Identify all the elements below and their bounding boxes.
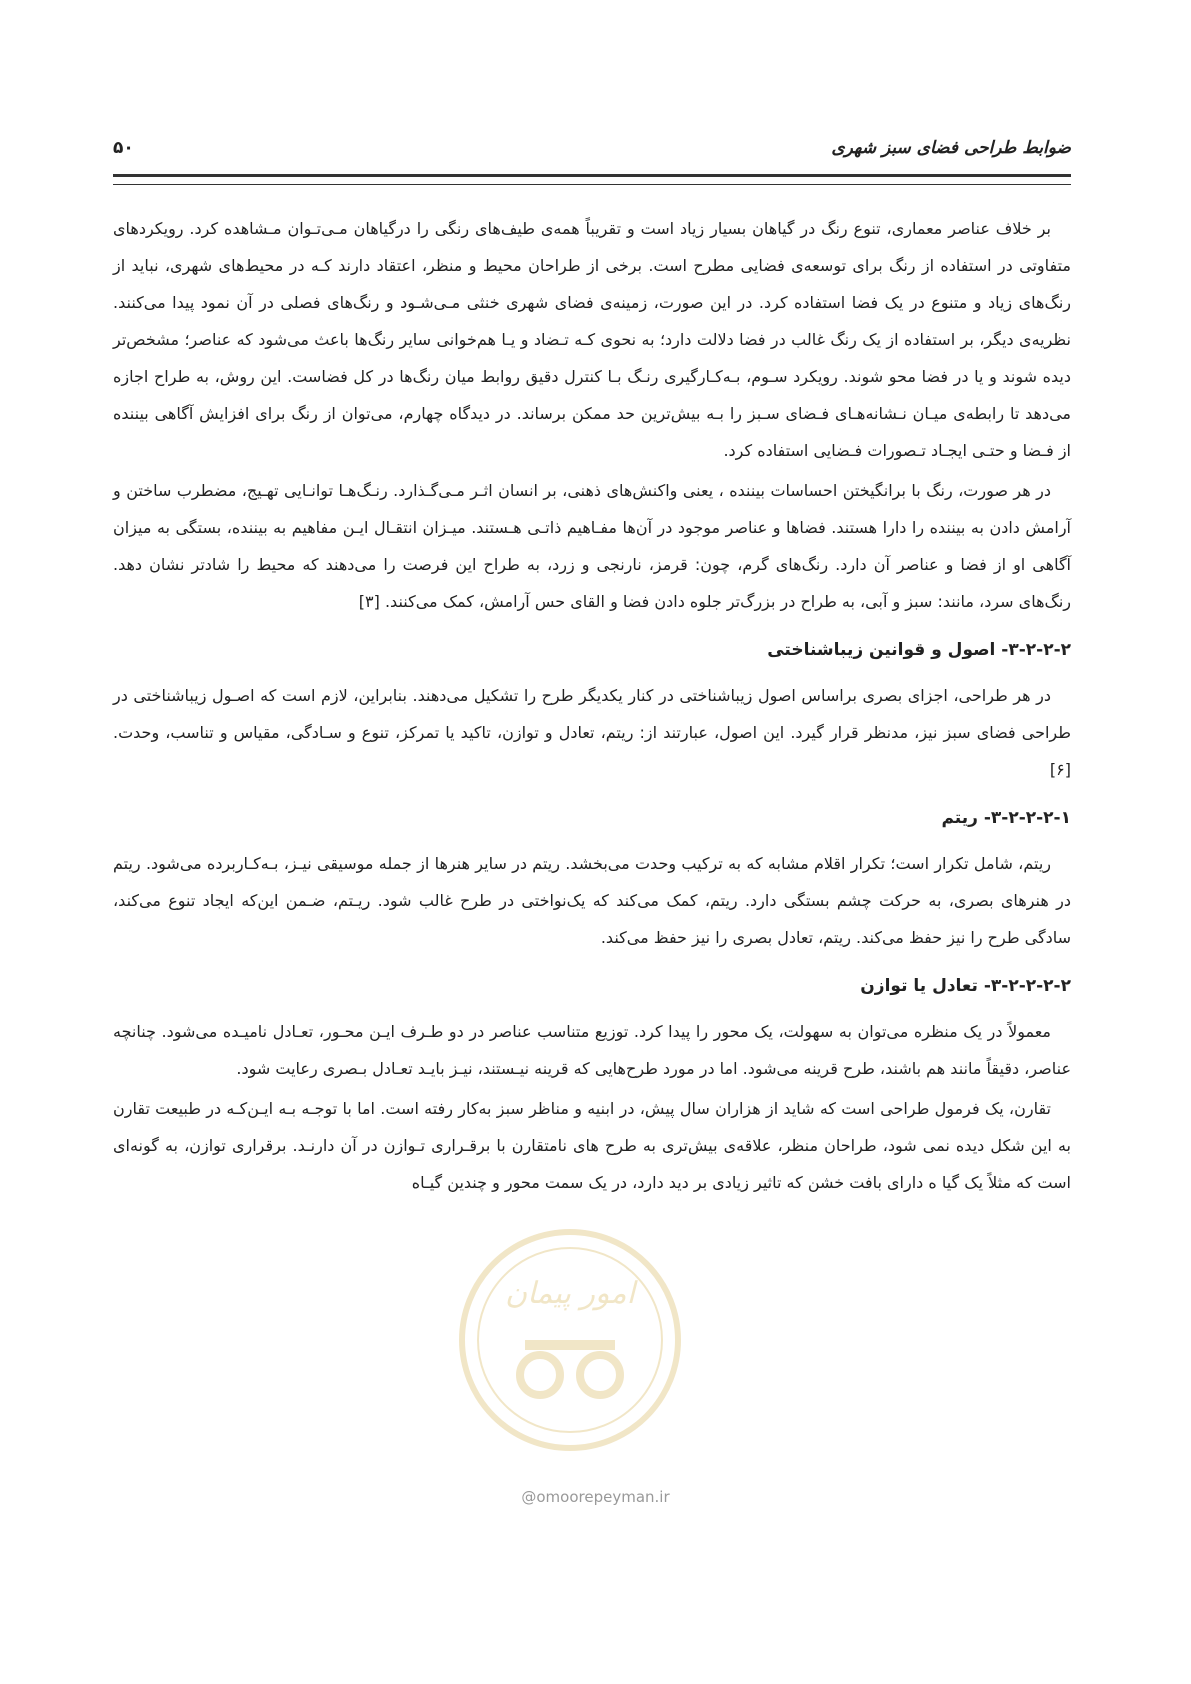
watermark-url: @omoorepeyman.ir (521, 1488, 670, 1506)
running-title: ضوابط طراحی فضای سبز شهری (831, 138, 1071, 158)
page-header (113, 138, 1071, 168)
document-body (113, 210, 1071, 1204)
paragraph-colors-emotion: در هر صورت، رنگ با برانگیختن احساسات بیننده ، یعنی واکنش‌های ذهنی، بر انسان اثـر مـی‌گـذارد. رنـگ‌هـا توانـایی تهـیج، مضطرب ساختن و آرامش دادن به بیننده را دارا هستند. فضاها و عناصر موجود در آن‌ها مفـاهیم ذاتـی هـستند. میـزان انتقـال ایـن مفاهیم به بیننده، بستگی به میزان آگاهی او از فضا و عناصر آن دارد. رنگ‌های گرم، چون: قرمز، نارنجی و زرد، به طراح این فرصت را می‌دهند که محیط را شادتر نشان دهد. رنگ‌های سرد، مانند: سبز و آبی، به طراح در بزرگ‌تر جلوه دادن فضا و القای حس آرامش، کمک می‌کنند. [۳] (113, 481, 1071, 611)
section-heading-aesthetics: ۳-۲-۲-۲- اصول و قوانین زیباشناختی (767, 640, 1071, 660)
paragraph-colors-variety: بر خلاف عناصر معماری، تنوع رنگ در گیاهان بسیار زیاد است و تقریباً همه‌ی طیف‌های رنگی را درگیاهان مـی‌تـوان مـشاهده کرد. رویکردهای متفاوتی در استفاده از رنگ برای توسعه‌ی فضایی مطرح است. برخی از طراحان محیط و منظر، اعتقاد دارند کـه در محیط‌های شهری، نباید از رنگ‌های زیاد و متنوع در یک فضا استفاده کرد. در این صورت، زمینه‌ی فضای شهری خنثی مـی‌شـود و رنگ‌های فصلی در آن نمود پیدا می‌کنند. نظریه‌ی دیگر، بر استفاده از یک رنگ غالب در فضا دلالت دارد؛ به نحوی کـه تـضاد و یـا هم‌خوانی سایر رنگ‌ها باعث می‌شود که عناصر؛ مشخص‌تر دیده شوند و یا در فضا محو شوند. رویکرد سـوم، بـه‌کـارگیری رنـگ بـا کنترل دقیق روابط میان رنگ‌ها در کل فضاست. این روش، به طراح اجازه می‌دهد تا رابطه‌ی میـان نـشانه‌هـای فـضای سـبز را بـه بیش‌ترین حد ممکن برساند. در دیدگاه چهارم، می‌توان از رنگ برای افزایش آگاهی بیننده از فـضا و حتـی ایجـاد تـصورات فـضایی استفاده کرد. (113, 219, 1071, 460)
section-heading-rhythm: ۳-۲-۲-۲-۱- ریتم (941, 808, 1071, 828)
paragraph-rhythm: ریتم، شامل تکرار است؛ تکرار اقلام مشابه که به ترکیب وحدت می‌بخشد. ریتم در سایر هنرها از جمله موسیقی نیـز، بـه‌کـاربرده می‌شود. ریتم در هنرهای بصری، به حرکت چشم بستگی دارد. ریتم، کمک می‌کند که یک‌نواختی در طرح غالب شود. ریـتم، ضـمن این‌که ایجاد تنوع می‌کند، سادگی طرح را نیز حفظ می‌کند. ریتم، تعادل بصری را نیز حفظ می‌کند. (113, 854, 1071, 947)
watermark-logo-text: امور پیمان (505, 1276, 635, 1311)
paragraph-symmetry: تقارن، یک فرمول طراحی است که شاید از هزاران سال پیش، در ابنیه و مناظر سبز به‌کار رفته است. اما با توجـه بـه ایـن‌کـه در طبیعت تقارن به این شکل دیده نمی شود، طراحان منظر، علاقه‌ی بیش‌تری به طرح های نامتقارن با برقـراری تـوازن در آن دارنـد. برقراری توازن، به گونه‌ای است که مثلاً یک گیا ه دارای بافت خشن که تاثیر زیادی بر دید دارد، در یک سمت محور و چندین گیـاه (113, 1099, 1071, 1192)
paragraph-balance: معمولاً در یک منظره می‌توان به سهولت، یک محور را پیدا کرد. توزیع متناسب عناصر در دو طـرف ایـن محـور، تعـادل نامیـده می‌شود. چنانچه عناصر، دقیقاً مانند هم باشند، طرح قرینه می‌شود. اما در مورد طرح‌هایی که قرینه نیـستند، نیـز بایـد تعـادل بـصری رعایت شود. (113, 1022, 1071, 1078)
paragraph-aesthetics: در هر طراحی، اجزای بصری براساس اصول زیباشناختی در کنار یکدیگر طرح را تشکیل می‌دهند. بنابراین، لازم است که اصـول زیباشناختی در طراحی فضای سبز نیز، مدنظر قرار گیرد. این اصول، عبارتند از: ریتم، تعادل و توازن، تاکید یا تمرکز، تنوع و سـادگی، مقیاس و تناسب، وحدت. [۶] (113, 686, 1071, 779)
page-number: ۵۰ (113, 138, 134, 158)
watermark-logo (455, 1225, 685, 1455)
section-heading-balance: ۳-۲-۲-۲-۲- تعادل یا توازن (860, 976, 1071, 996)
header-divider (113, 174, 1071, 185)
